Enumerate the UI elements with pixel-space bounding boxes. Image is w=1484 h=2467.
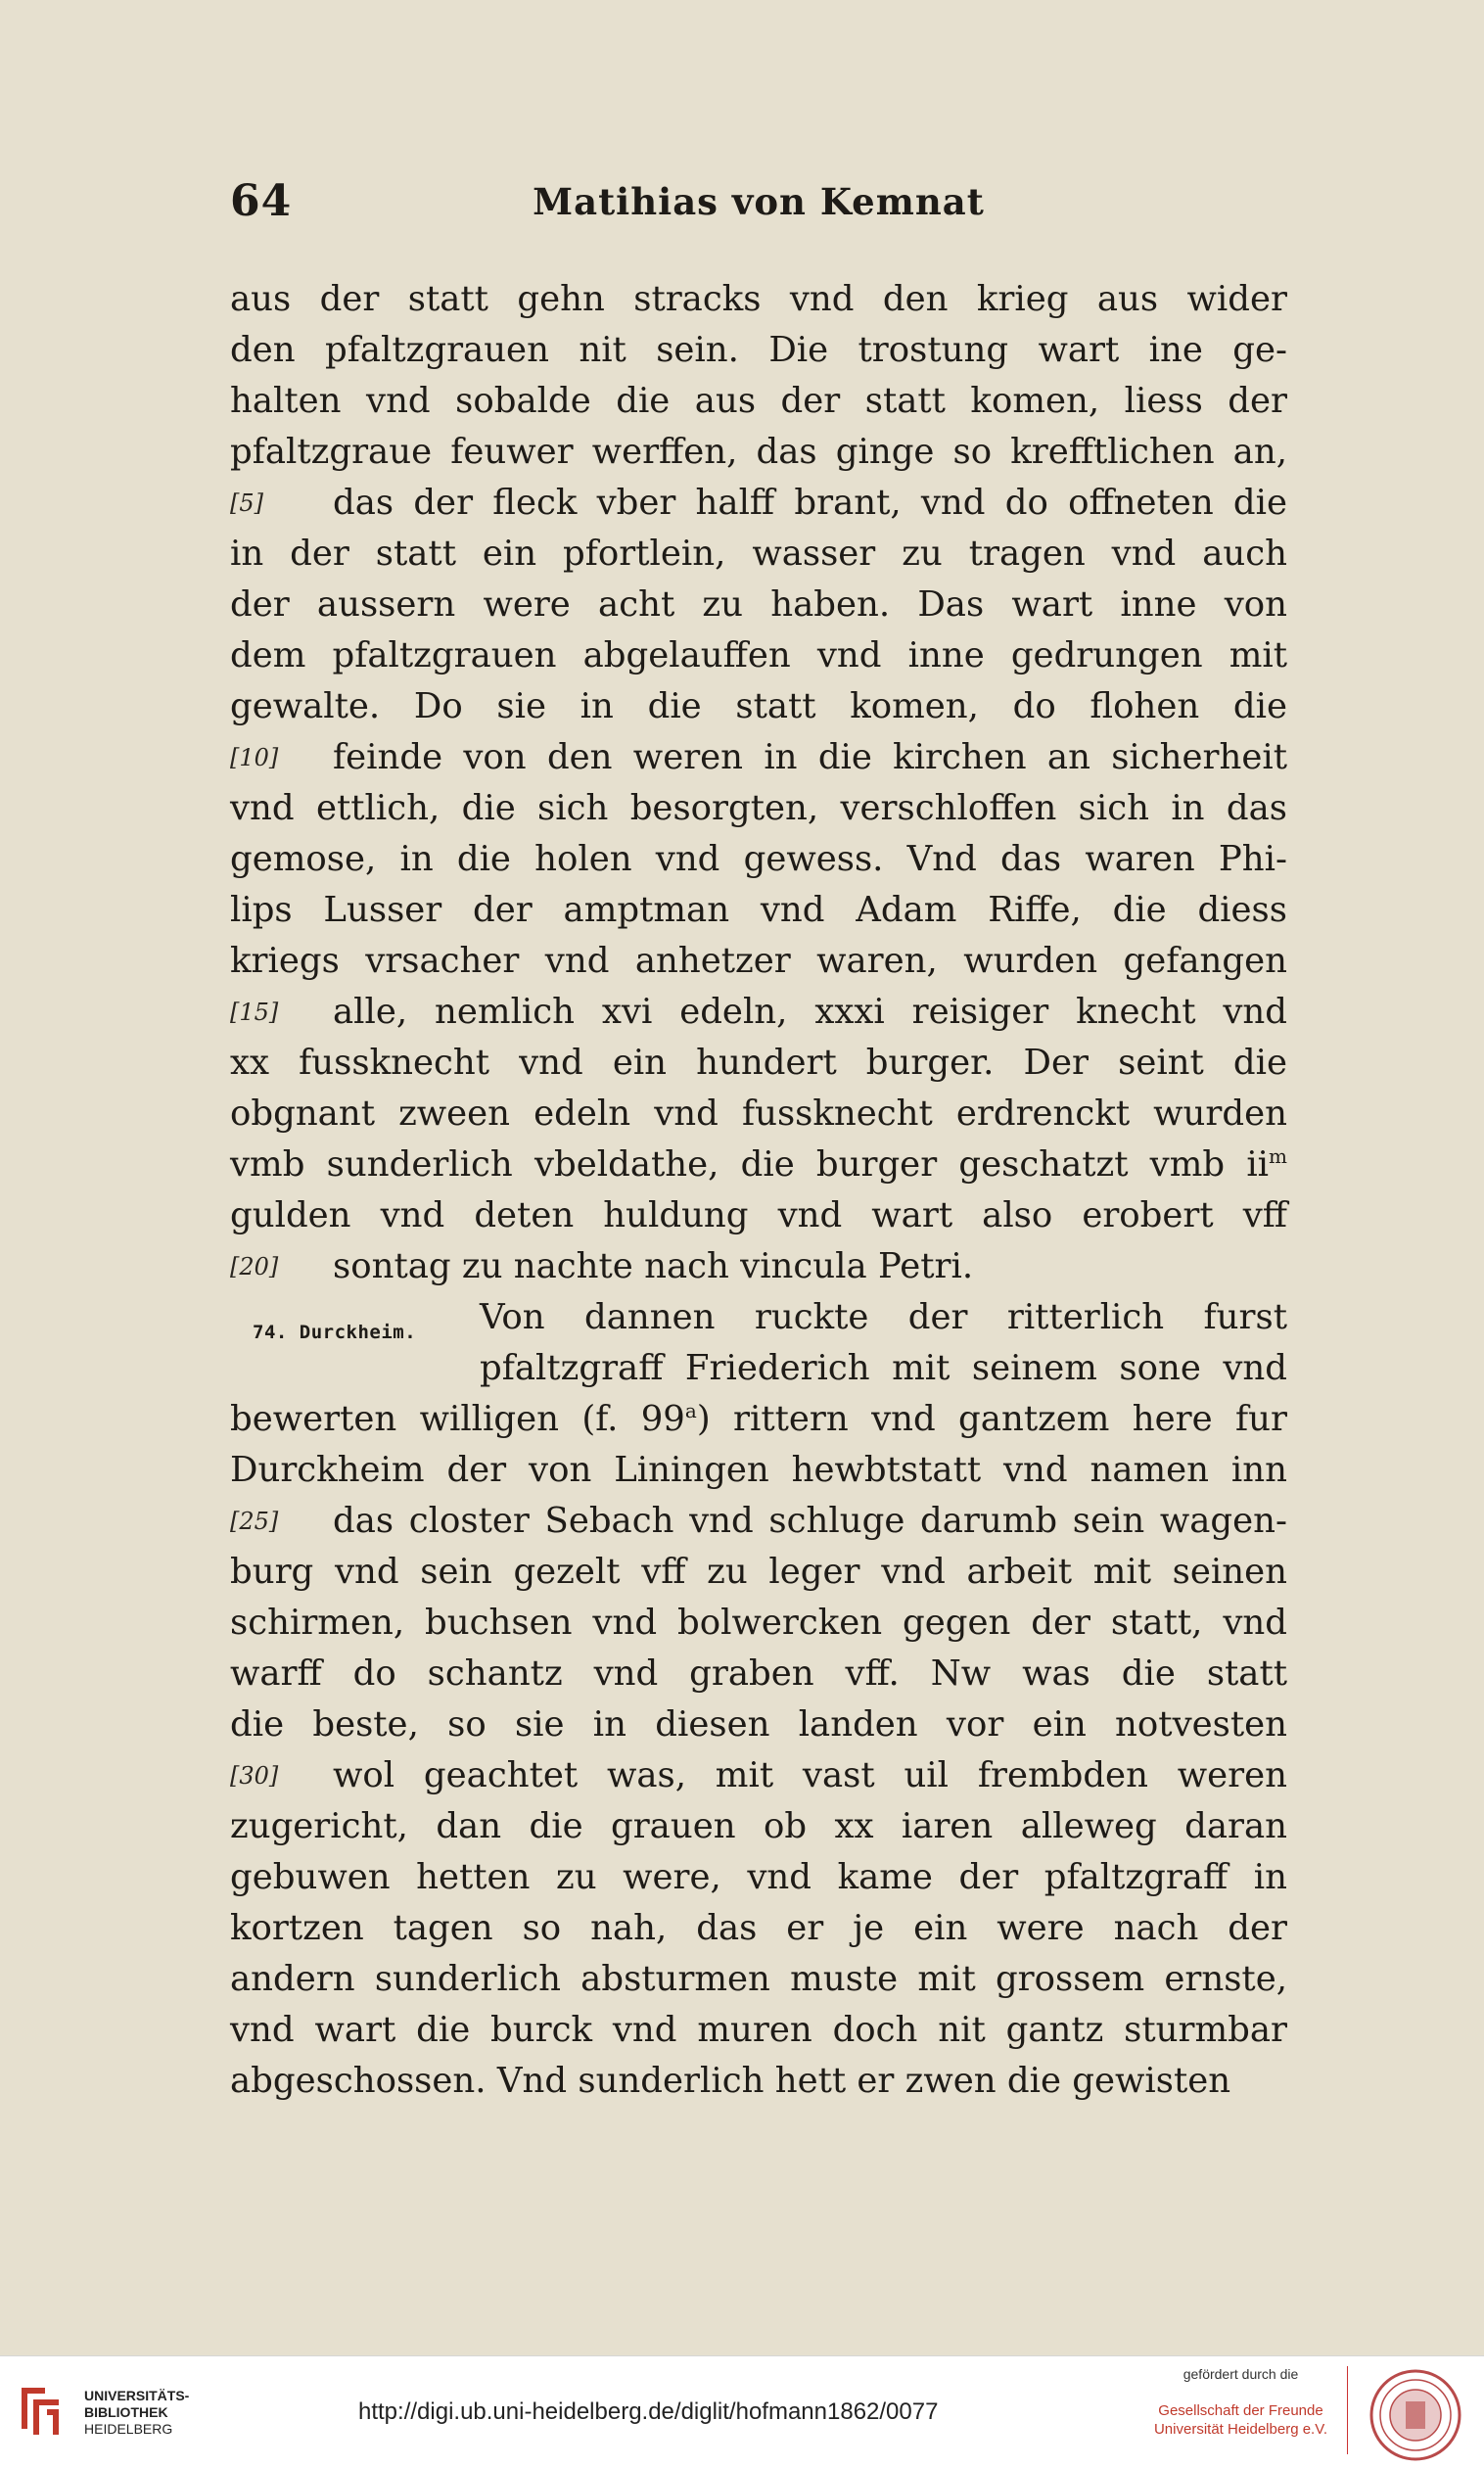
text-line: vnd ettlich, die sich besorgten, verschloffen sich in das <box>230 788 1287 828</box>
sponsor-block <box>1150 2366 1331 2439</box>
text-line: gewalte. Do sie in die statt komen, do flohen die <box>230 686 1287 726</box>
divider <box>1347 2366 1348 2454</box>
text-line: xx fussknecht vnd ein hundert burger. Der seint die <box>230 1043 1287 1083</box>
line-number: [30] <box>230 1762 279 1790</box>
text-line: kortzen tagen so nah, das er je ein were nach der <box>230 1908 1287 1948</box>
text-line: vnd wart die burck vnd muren doch nit gantz sturmbar <box>230 2010 1287 2050</box>
marginal-note: 74. Durckheim. <box>253 1322 417 1343</box>
line-number: [5] <box>230 489 263 517</box>
library-name-line: UNIVERSITÄTS- <box>84 2388 190 2403</box>
text-line: den pfaltzgrauen nit sein. Die trostung wart ine ge- <box>230 330 1287 370</box>
text-line: in der statt ein pfortlein, wasser zu tragen vnd auch <box>230 534 1287 574</box>
text-line: wol geachtet was, mit vast uil frembden weren <box>333 1755 1287 1795</box>
text-line <box>230 1140 1287 1190</box>
text-line: obgnant zween edeln vnd fussknecht erdrenckt wurden <box>230 1094 1287 1134</box>
sponsor-name-line: Universität Heidelberg e.V. <box>1153 2421 1328 2438</box>
line-number: [25] <box>230 1508 279 1535</box>
text-line: das der fleck vber halff brant, vnd do offneten die <box>333 483 1287 523</box>
text-line: alle, nemlich xvi edeln, xxxi reisiger knecht vnd <box>333 992 1287 1032</box>
text-line: aus der statt gehn stracks vnd den krieg aus wider <box>230 279 1287 319</box>
text-line-part: ) rittern vnd gantzem here fur <box>696 1399 1287 1439</box>
text-line <box>230 1394 1287 1445</box>
text-line-part: vmb sunderlich vbeldathe, die burger geschatzt vmb ii <box>230 1144 1270 1185</box>
text-line: lips Lusser der amptman vnd Adam Riffe, die diess <box>230 890 1287 930</box>
line-number: [20] <box>230 1253 279 1280</box>
sponsor-intro: gefördert durch die <box>1183 2366 1299 2382</box>
line-number: [10] <box>230 744 279 771</box>
text-line: warff do schantz vnd graben vff. Nw was die statt <box>230 1653 1287 1694</box>
line-number: [15] <box>230 999 279 1026</box>
text-line: pfaltzgraff Friederich mit seinem sone vnd <box>480 1348 1287 1388</box>
text-line: halten vnd sobalde die aus der statt komen, liess der <box>230 381 1287 421</box>
footer-bar <box>0 2355 1484 2467</box>
library-name <box>84 2388 189 2438</box>
text-line: gulden vnd deten huldung vnd wart also erobert vff <box>230 1195 1287 1235</box>
sponsor-name-line: Gesellschaft der Freunde <box>1158 2402 1323 2419</box>
text-line: der aussern were acht zu haben. Das wart inne von <box>230 584 1287 625</box>
library-name-line: BIBLIOTHEK <box>84 2404 168 2420</box>
text-line: dem pfaltzgrauen abgelauffen vnd inne gedrungen mit <box>230 635 1287 675</box>
running-head <box>230 176 1287 235</box>
text-line: gemose, in die holen vnd gewess. Vnd das waren Phi- <box>230 839 1287 879</box>
text-line: Von dannen ruckte der ritterlich furst <box>480 1297 1287 1337</box>
superscript: m <box>1269 1144 1287 1169</box>
text-line: die beste, so sie in diesen landen vor ein notvesten <box>230 1704 1287 1745</box>
text-line: burg vnd sein gezelt vff zu leger vnd arbeit mit seinen <box>230 1552 1287 1592</box>
text-line-part: bewerten willigen (f. 99 <box>230 1399 685 1439</box>
library-logo-icon <box>16 2380 67 2439</box>
text-line: Durckheim der von Liningen hewbtstatt vnd namen inn <box>230 1450 1287 1490</box>
sponsor-name <box>1150 2401 1331 2439</box>
text-line: das closter Sebach vnd schluge darumb sein wagen- <box>333 1501 1287 1541</box>
text-line: gebuwen hetten zu were, vnd kame der pfaltzgraff in <box>230 1857 1287 1897</box>
folio-superscript: a <box>684 1399 697 1423</box>
permalink-url[interactable]: http://digi.ub.uni-heidelberg.de/diglit/hofmann1862/0077 <box>358 2398 939 2425</box>
text-line: feinde von den weren in die kirchen an sicherheit <box>333 737 1287 777</box>
text-line: zugericht, dan die grauen ob xx iaren alleweg daran <box>230 1806 1287 1846</box>
text-line: andern sunderlich absturmen muste mit grossem ernste, <box>230 1959 1287 1999</box>
text-line: abgeschossen. Vnd sunderlich hett er zwen die gewisten <box>230 2061 1231 2101</box>
text-line: sontag zu nachte nach vincula Petri. <box>333 1246 974 1286</box>
text-line: schirmen, buchsen vnd bolwercken gegen der statt, vnd <box>230 1603 1287 1643</box>
library-name-line: HEIDELBERG <box>84 2421 173 2437</box>
text-line: kriegs vrsacher vnd anhetzer waren, wurden gefangen <box>230 941 1287 981</box>
text-line: pfaltzgraue feuwer werffen, das ginge so krefftlichen an, <box>230 432 1287 472</box>
university-seal-icon <box>1368 2368 1462 2462</box>
page-number: 64 <box>230 176 293 226</box>
running-title: Matihias von Kemnat <box>533 180 985 223</box>
